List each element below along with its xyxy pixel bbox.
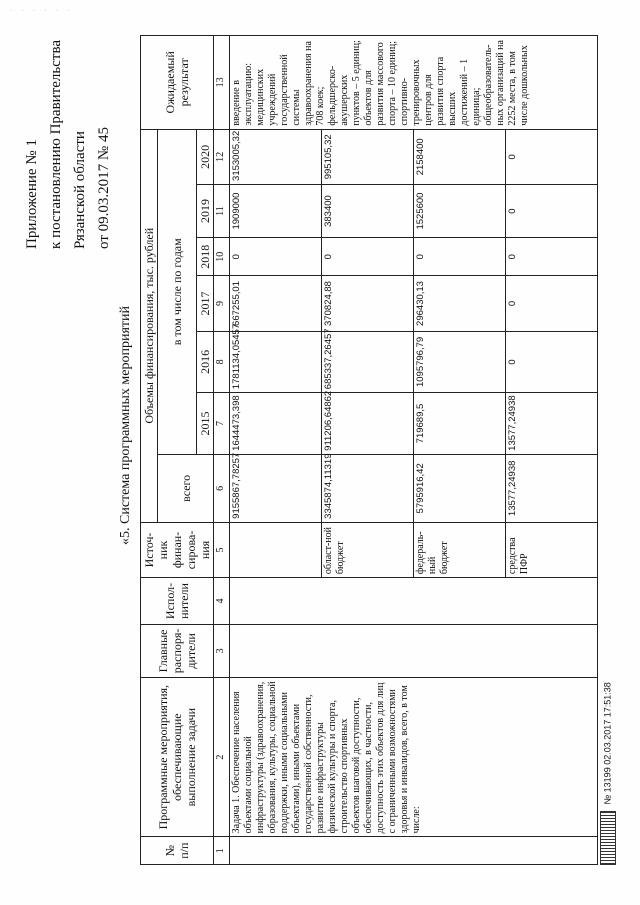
document-footer (600, 682, 616, 865)
year-2019-cell: 0 (506, 184, 598, 237)
expected-result: введение в эксплуатацию: медицинских учреждений государственной системы здравоохранения на 708 коек; фельдшерско-акушерских пунктов – 5 единиц; объектов для развития массового спорта – 10 единиц; спортивно-тренировочных центров для развития спорта высших достижений – 1 единица; общеобразователь-ных организаций на 2252 места, в том числе дошкольных (230, 36, 598, 130)
source-cell (230, 522, 322, 577)
header-executors: Испол-нители (141, 578, 214, 625)
year-2016-cell: 0 (506, 331, 598, 393)
executors-cell (230, 578, 598, 625)
year-2018-cell: 0 (414, 238, 506, 276)
task-description: Задача 1. Обеспечение населения объектами социальной инфраструктуры (здравоохранения, образования, культуры, социальной поддержки, иными социальными объектами), иными объектами государственной собственности, развитие инфраструктуры физической культуры и спорта, строительство спортивных объектов шаговой доступности, обеспечивающих, в частности, доступность этих объектов для лиц с ограниченными возможностями здоровья и инвалидов, всего, в том числе: (230, 677, 598, 836)
section-caption: «5. Система программных мероприятий (118, 305, 133, 545)
year-2018-cell: 0 (506, 238, 598, 276)
year-2015-cell: 911206,64862 (322, 393, 414, 455)
header-year-2017: 2017 (197, 276, 214, 331)
total-cell: 5795916,42 (414, 454, 506, 522)
program-events-table (140, 35, 598, 865)
col-number: 7 (214, 393, 230, 455)
scan-noise: · · · · · · (10, 8, 74, 14)
col-number: 10 (214, 238, 230, 276)
year-2017-cell: 667255,01 (230, 276, 322, 331)
col-number: 6 (214, 454, 230, 522)
year-2017-cell: 0 (506, 276, 598, 331)
header-year-2016: 2016 (197, 331, 214, 393)
year-2016-cell: 1095796,79 (414, 331, 506, 393)
column-numbers-row (214, 36, 230, 865)
col-number: 11 (214, 184, 230, 237)
registration-number: № 13199 02.03.2017 17:51:38 (602, 682, 613, 805)
year-2018-cell: 0 (230, 238, 322, 276)
table-row (230, 36, 322, 865)
source-cell: средства ПФР (506, 522, 598, 577)
appendix-line-2: к постановлению Правительства (48, 40, 64, 249)
year-2015-cell: 719689,5 (414, 393, 506, 455)
year-2017-cell: 296430,13 (414, 276, 506, 331)
year-2016-cell: 1781134,05457 (230, 331, 322, 393)
header-events: Программные мероприятия, обеспечивающие выполнение задачи (141, 677, 214, 836)
header-year-2019: 2019 (197, 184, 214, 237)
year-2015-cell: 13577,24938 (506, 393, 598, 455)
header-volume: Объемы финансирования, тыс. рублей (141, 129, 158, 522)
year-2019-cell: 383400 (322, 184, 414, 237)
appendix-line-4: от 09.03.2017 № 45 (96, 127, 112, 249)
year-2018-cell: 0 (322, 238, 414, 276)
col-number: 12 (214, 129, 230, 184)
col-number: 3 (214, 624, 230, 677)
year-2017-cell: 370824,88 (322, 276, 414, 331)
col-number: 9 (214, 276, 230, 331)
col-number: 13 (214, 36, 230, 130)
header-num: № п/п (141, 837, 214, 865)
year-2019-cell: 1909000 (230, 184, 322, 237)
total-cell: 3345874,11319 (322, 454, 414, 522)
appendix-line-1: Приложение № 1 (24, 139, 40, 249)
year-2020-cell: 3153005,32 (230, 129, 322, 184)
managers-cell (230, 624, 598, 677)
header-year-2020: 2020 (197, 129, 214, 184)
year-2020-cell: 0 (506, 129, 598, 184)
col-number: 1 (214, 837, 230, 865)
appendix-line-3: Рязанской области (72, 131, 88, 249)
barcode-stamp-icon (600, 811, 616, 865)
total-cell: 9155867,78257 (230, 454, 322, 522)
year-2019-cell: 1525600 (414, 184, 506, 237)
header-managers: Главные распоря-дители (141, 624, 214, 677)
appendix-header (20, 40, 116, 249)
col-number: 2 (214, 677, 230, 836)
header-total: всего (158, 454, 214, 522)
header-by-years: в том числе по годам (158, 129, 197, 454)
year-2016-cell: 685337,26457 (322, 331, 414, 393)
year-2020-cell: 2158400 (414, 129, 506, 184)
total-cell: 13577,24938 (506, 454, 598, 522)
header-result: Ожидаемый результат (141, 36, 214, 130)
source-cell: област-ной бюджет (322, 522, 414, 577)
year-2020-cell: 995105,32 (322, 129, 414, 184)
col-number: 8 (214, 331, 230, 393)
header-year-2018: 2018 (197, 238, 214, 276)
header-year-2015: 2015 (197, 393, 214, 455)
col-number: 4 (214, 578, 230, 625)
year-2015-cell: 1644473,398 (230, 393, 322, 455)
source-cell: федераль-ный бюджет (414, 522, 506, 577)
row-number-cell (230, 837, 598, 865)
col-number: 5 (214, 522, 230, 577)
header-source: Источ-ник финан-сирова-ния (141, 522, 214, 577)
